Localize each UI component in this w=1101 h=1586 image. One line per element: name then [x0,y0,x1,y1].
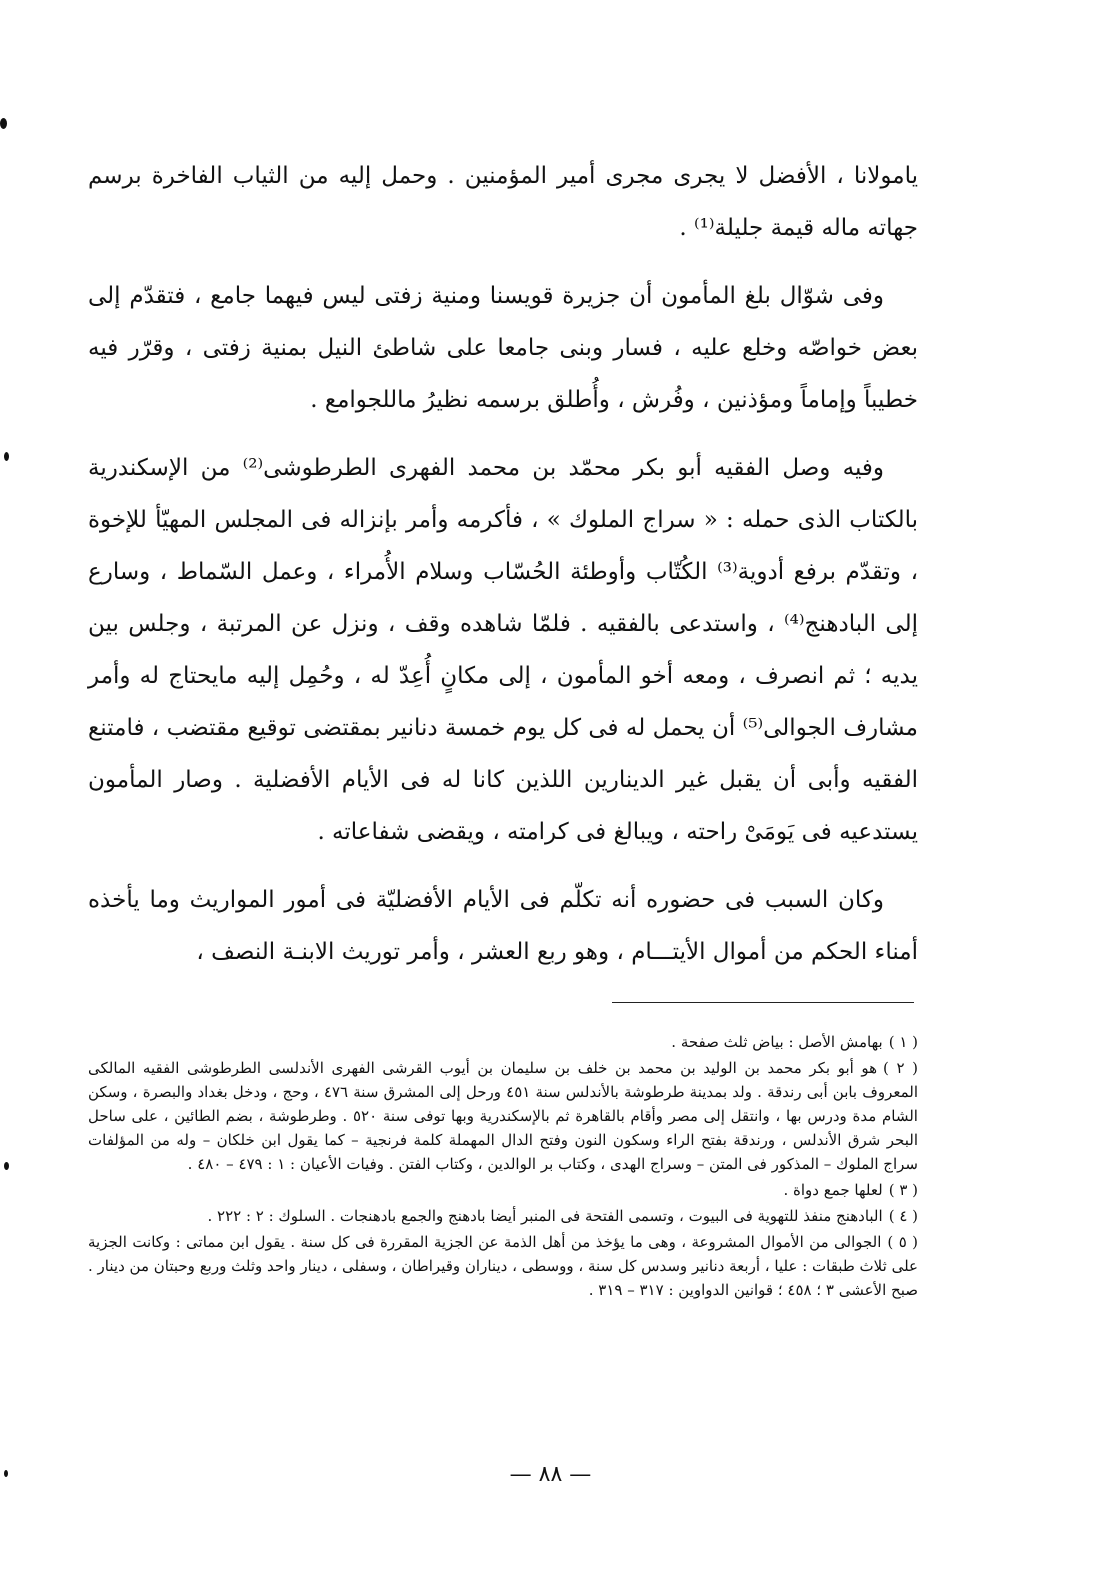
footnote-text: لعلها جمع دواة . [783,1181,883,1199]
paragraph-1: يامولانا ، الأفضل لا يجرى مجرى أمير المؤمنين . وحمل إليه من الثياب الفاخرة برسم جهاته ماله قيمة جليلة⁽¹⁾ . [88,163,918,241]
footnote-number: ( ٢ ) [883,1059,919,1077]
paragraph-4: وكان السبب فى حضوره أنه تكلّم فى الأيام الأفضليّة فى أمور المواريث وما يأخذه أمناء الحكم من أموال الأيتـــام ، وهو ربع العشر ، وأمر توريث الابنـة النصف ، [88,887,918,965]
paragraph-3: وفيه وصل الفقيه أبو بكر محمّد بن محمد الفهرى الطرطوشى⁽²⁾ من الإسكندرية بالكتاب الذى حمله : « سراج الملوك » ، فأكرمه وأمر بإنزاله فى المجلس المهيّأ للإخوة ، وتقدّم برفع أدوية⁽³⁾ الكُتّاب وأوطئة الحُسّاب وسلام الأُمراء ، وعمل السّماط ، وسارع إلى البادهنج⁽⁴⁾ ، واستدعى بالفقيه . فلمّا شاهده وقف ، ونزل عن المرتبة ، وجلس بين يديه ؛ ثم انصرف ، ومعه أخو المأمون ، إلى مكانٍ أُعِدّ له ، وحُمِل إليه مايحتاج له وأمر مشارف الجوالى⁽⁵⁾ أن يحمل له فى كل يوم خمسة دنانير بمقتضى توقيع مقتضب ، فامتنع الفقيه وأبى أن يقبل غير الدينارين اللذين كانا له فى الأيام الأفضلية . وصار المأمون يستدعيه فى يَومَىْ راحته ، ويبالغ فى كرامته ، ويقضى شفاعاته . [88,455,918,845]
footnote-1 [88,1030,918,1054]
footnote-text: الجوالى من الأموال المشروعة ، وهى ما يؤخذ من أهل الذمة عن الجزية المقررة فى كل سنة . يقول ابن مماتى : وكانت الجزية على ثلاث طبقات : عليا ، أربعة دنانير وسدس كل سنة ، ووسطى ، ديناران وقيراطان ، وسفلى ، دينار واحد وثلث وربع وحبتان من دينار . صبح الأعشى ٣ ؛ ٤٥٨ ؛ قوانين الدواوين : ٣١٧ – ٣١٩ . [88,1233,918,1299]
footnotes [88,1030,918,1304]
footnote-4 [88,1204,918,1228]
footnote-5 [88,1230,918,1302]
footnote-number: ( ٣ ) [888,1181,918,1199]
footnote-2 [88,1056,918,1176]
footnote-text: هو أبو بكر محمد بن الوليد بن محمد بن خلف بن سليمان بن أيوب القرشى الفهرى الأندلسى الطرطوشى الفقيه المالكى المعروف بابن أبى رندقة . ولد بمدينة طرطوشة بالأندلس سنة ٤٥١ ورحل إلى المشرق سنة ٤٧٦ ، وحج ، ودخل بغداد والبصرة ، وسكن الشام مدة ودرس بها ، وانتقل إلى مصر وأقام بالقاهرة ثم بالإسكندرية وبها توفى سنة ٥٢٠ . وطرطوشة ، بضم الطائين ، على ساحل البحر شرق الأندلس ، ورندقة بفتح الراء وسكون النون وفتح الدال المهملة كلمة فرنجية – كما يقول ابن خلكان – وله من المؤلفات سراج الملوك – المذكور فى المتن – وسراج الهدى ، وكتاب بر الوالدين ، وكتاب الفتن . وفيات الأعيان : ١ : ٤٧٩ – ٤٨٠ . [88,1059,918,1173]
footnote-number: ( ١ ) [888,1033,918,1051]
margin-mark-middle [4,452,9,461]
main-text [88,150,918,978]
footnote-3 [88,1178,918,1202]
paragraph-2: وفى شوّال بلغ المأمون أن جزيرة قويسنا ومنية زفتى ليس فيهما جامع ، فتقدّم إلى بعض خواصّه وخلع عليه ، فسار وبنى جامعا على شاطئ النيل بمنية زفتى ، وقرّر فيه خطيباً وإماماً ومؤذنين ، وفُرش ، وأُطلق برسمه نظيرُ ماللجوامع . [88,283,918,413]
margin-mark-lower [4,1162,9,1170]
footnote-number: ( ٥ ) [887,1233,919,1251]
page-number: — ٨٨ — [509,1462,592,1487]
footnote-text: بهامش الأصل : بياض ثلث صفحة . [671,1033,883,1051]
footnote-separator [612,1002,914,1003]
footnote-text: البادهنج منفذ للتهوية فى البيوت ، وتسمى الفتحة فى المنبر أيضا بادهنج والجمع بادهنجات . السلوك : ٢ : ٢٢٢ . [207,1207,883,1225]
margin-mark-top [0,118,7,129]
footnote-number: ( ٤ ) [888,1207,918,1225]
